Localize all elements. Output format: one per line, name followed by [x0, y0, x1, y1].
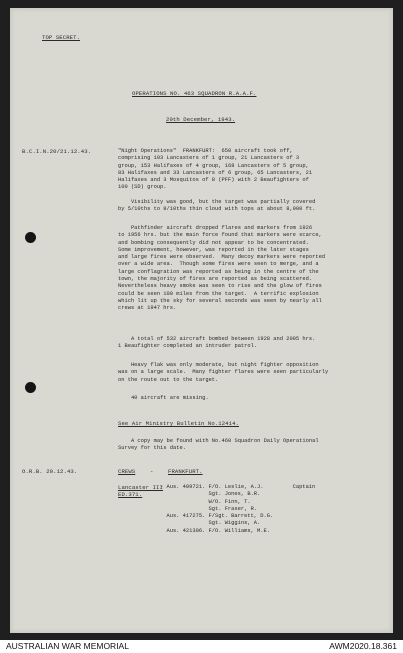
footer-accession-number: AWM2020.18.361	[329, 641, 397, 651]
paragraph-pathfinder: Pathfinder aircraft dropped flares and markers from 1926 to 1956 hrs. but the main force found that markers were scarce, and bombing consequently did not appear to be concentrated. Some improvement, however, was reported in the later stages and large fires were observed. Many decoy markers were reported over a wide area. Though some fires were seen to merge, and a large conflagration was reported as being in the centre of the town, the majority of fires are reported as being scattered. Nevertheless heavy smoke was seen to rise and the glow of fires could be seen 100 miles from the target. A terrific explosion which lit up the sky for several seconds was seen by nearly all crews at 1947 hrs.	[118, 225, 326, 312]
paragraph-missing: 40 aircraft are missing.	[118, 395, 209, 401]
crew-list: - Aus. 409721. F/O. Leslie, A.J. Captain Sgt. Jones, B.R. W/O. Finn, T. Sgt. Fraser, R. Aus. 417275. F/Sgt. Barrett, D.G. Sgt. Wiggins, A. Aus. 421306. F/O. Williams, M.E.	[160, 484, 316, 534]
document-title: OPERATIONS NO. 463 SQUADRON R.A.A.F.	[132, 90, 257, 97]
crews-dash: -	[150, 468, 154, 475]
paragraph-flak: Heavy flak was only moderate, but night fighter opposition was on a large scale. Many fighter flares were seen particularly on the route out to the target.	[118, 362, 329, 383]
document-page	[10, 8, 393, 633]
aircraft-type: Lancaster III	[118, 484, 163, 491]
paragraph-bombing-total: A total of 532 aircraft bombed between 1928 and 2005 hrs. 1 Beaufighter completed an intruder patrol.	[118, 336, 316, 350]
document-date: 20th December, 1943.	[166, 116, 236, 123]
punch-hole-bottom	[25, 382, 36, 393]
bulletin-reference: See Air Ministry Bulletin No.12414.	[118, 420, 239, 427]
aircraft-serial: ED.371.	[118, 491, 143, 498]
reference-bcin: B.C.I.N.20/21.12.43.	[22, 148, 92, 155]
crews-target: FRANKFURT.	[168, 468, 203, 475]
footer-institution: AUSTRALIAN WAR MEMORIAL	[6, 641, 129, 651]
archive-footer	[0, 640, 403, 653]
classification-label: TOP SECRET.	[42, 34, 81, 41]
paragraph-night-operations: "Night Operations" FRANKFURT: 650 aircraft took off, comprising 103 Lancasters of 1 group, 21 Lancasters of 3 group, 153 Halifaxes of 4 group, 168 Lancasters of 5 group, 83 Halifaxes and 33 Lancasters of 6 group, 65 Lancasters, 21 Halifaxes and 3 Mosquitos of 8 (PFF) with 2 Beaufighters of 100 (SD) group.	[118, 148, 313, 191]
reference-orb: O.R.B. 20.12.43.	[22, 468, 78, 475]
crews-label: CREWS	[118, 468, 136, 475]
punch-hole-top	[25, 232, 36, 243]
paragraph-visibility: Visibility was good, but the target was partially covered by 5/10ths to 8/10ths thin cloud with tops at about 8,000 ft.	[118, 199, 316, 213]
paragraph-copy-note: A copy may be found with No.460 Squadron Daily Operational Survey for this date.	[118, 438, 319, 452]
